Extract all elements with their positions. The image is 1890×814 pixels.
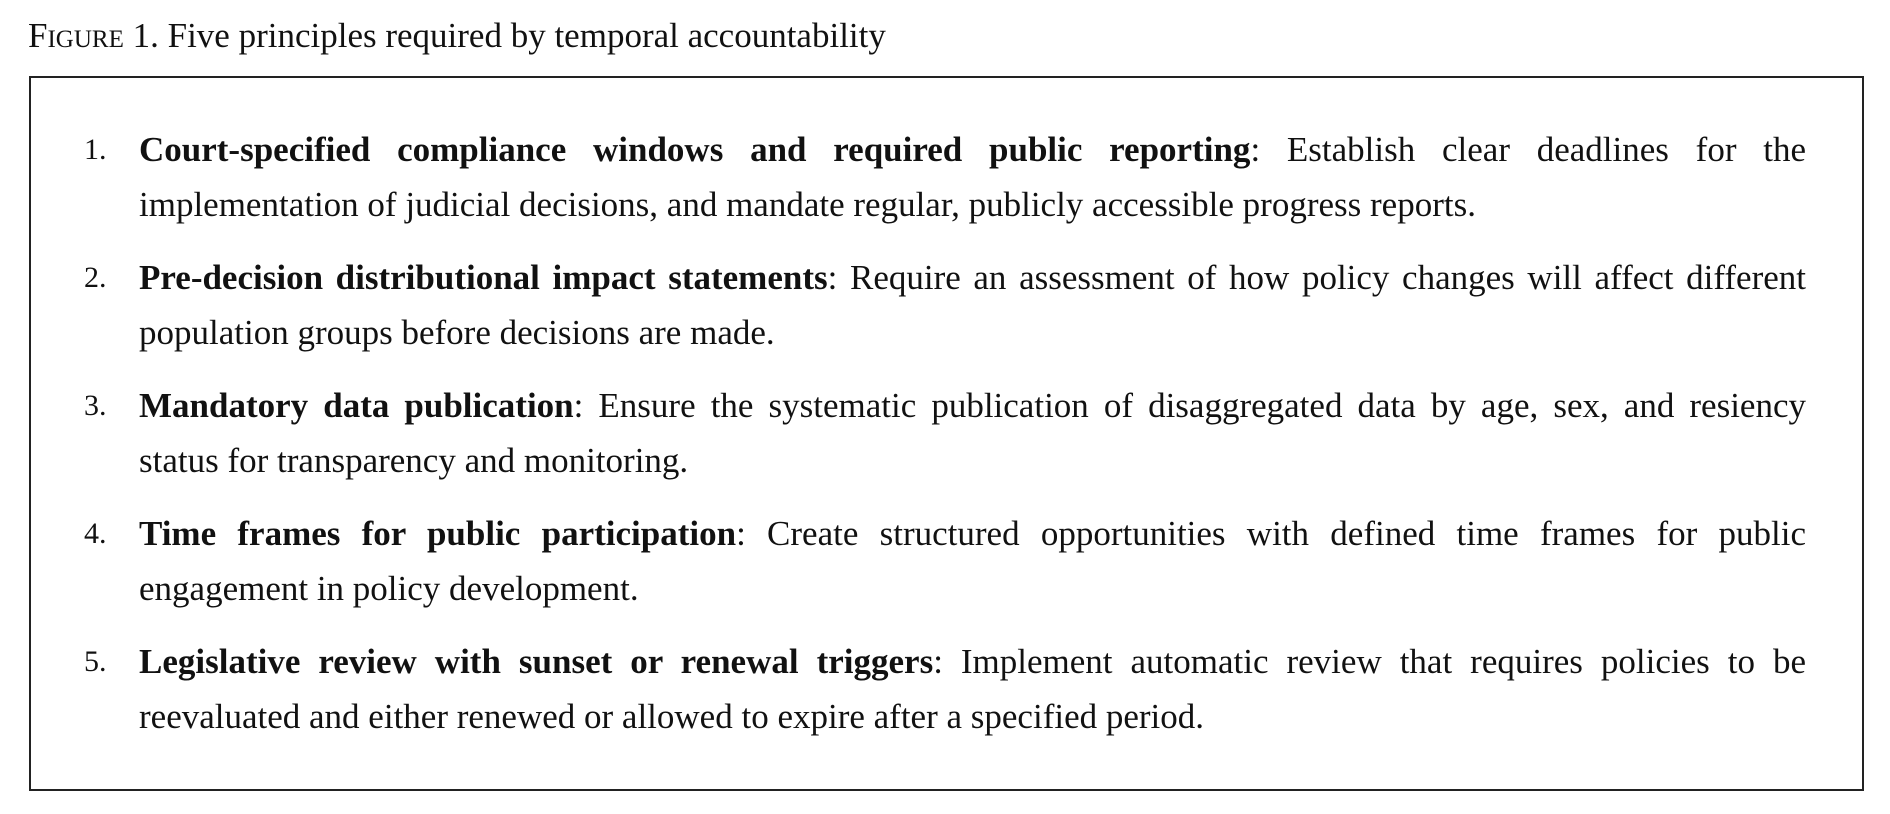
- figure-title: Five principles required by temporal accountability: [167, 16, 886, 55]
- principle-item-3: [31, 378, 1862, 488]
- figure-box: [29, 76, 1864, 791]
- principle-term: Pre-decision distributional impact statements: [139, 258, 828, 297]
- principle-number: 2.: [84, 261, 107, 294]
- figure-label: Figure: [28, 16, 124, 55]
- principle-term: Legislative review with sunset or renewal triggers: [139, 642, 934, 681]
- principle-number: 3.: [84, 389, 107, 422]
- principle-description: : Ensure the systematic publication of disaggregated data by age, sex, and resiency status for transparency and monitoring.: [139, 386, 1806, 480]
- principle-term: Mandatory data publication: [139, 386, 574, 425]
- principle-description: : Create structured opportunities with defined time frames for public engagement in policy development.: [139, 514, 1807, 608]
- principles-list: [31, 122, 1862, 762]
- principle-item-4: [31, 506, 1862, 616]
- principle-number: 5.: [84, 645, 107, 678]
- principle-term: Court-specified compliance windows and required public reporting: [139, 130, 1251, 169]
- principle-description: : Implement automatic review that requires policies to be reevaluated and either renewed or allowed to expire after a specified period.: [139, 642, 1806, 736]
- figure-caption: [28, 14, 886, 58]
- principle-item-5: [31, 634, 1862, 744]
- figure-number: 1.: [132, 16, 159, 55]
- principle-item-1: [31, 122, 1862, 232]
- principle-item-2: [31, 250, 1862, 360]
- principle-number: 4.: [84, 517, 107, 550]
- principle-term: Time frames for public participation: [139, 514, 737, 553]
- principle-description: : Establish clear deadlines for the implementation of judicial decisions, and mandate regular, publicly accessible progress reports.: [139, 130, 1806, 224]
- principle-description: : Require an assessment of how policy changes will affect different population groups before decisions are made.: [139, 258, 1806, 352]
- principle-number: 1.: [84, 133, 107, 166]
